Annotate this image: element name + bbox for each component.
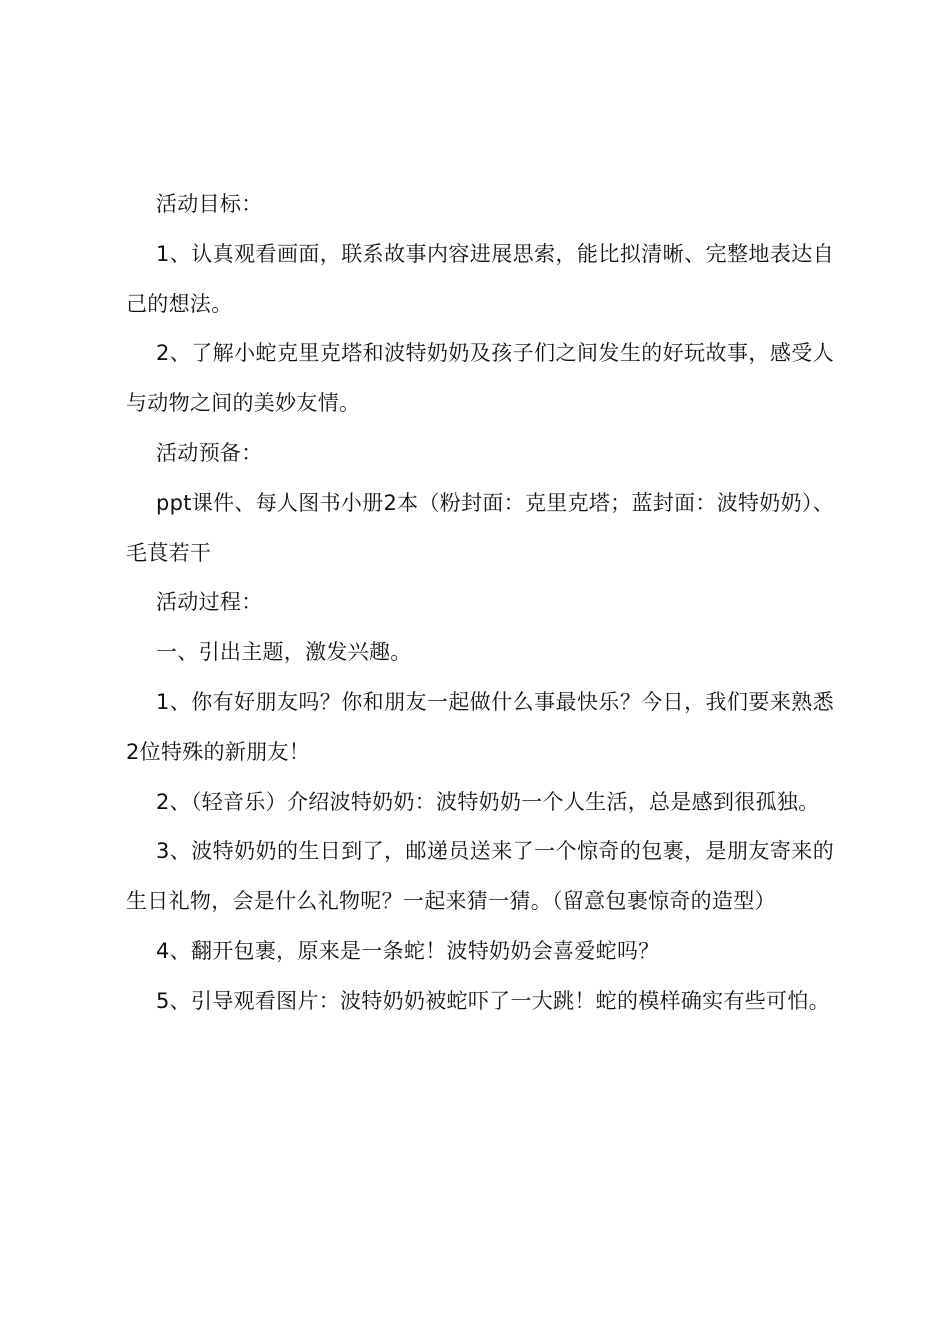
document-body (126, 180, 834, 1027)
section-heading-goals: 活动目标： (156, 192, 263, 216)
process-item-1: 1、你有好朋友吗？你和朋友一起做什么事最快乐？今日，我们要来熟悉2位特殊的新朋友！ (126, 689, 834, 764)
process-item-3: 3、波特奶奶的生日到了，邮递员送来了一个惊奇的包裹，是朋友寄来的生日礼物，会是什么礼物呢？一起来猜一猜。（留意包裹惊奇的造型） (126, 839, 834, 914)
section-heading-preparation: 活动预备： (156, 440, 263, 465)
process-step-heading: 一、引出主题，激发兴趣。 (156, 640, 412, 665)
goal-item-2: 2、了解小蛇克里克塔和波特奶奶及孩子们之间发生的好玩故事，感受人与动物之间的美妙友情。 (126, 341, 834, 416)
process-item-2: 2、（轻音乐）介绍波特奶奶：波特奶奶一个人生活，总是感到很孤独。 (156, 789, 820, 814)
goal-item-1: 1、认真观看画面，联系故事内容进展思索，能比拟清晰、完整地表达自己的想法。 (126, 241, 834, 316)
section-heading-process: 活动过程： (156, 590, 263, 615)
process-item-4: 4、翻开包裹，原来是一条蛇！波特奶奶会喜爱蛇吗？ (156, 938, 660, 963)
preparation-materials: ppt课件、每人图书小册2本（粉封面：克里克塔；蓝封面：波特奶奶）、毛茛若干 (126, 490, 834, 565)
process-item-5: 5、引导观看图片：波特奶奶被蛇吓了一大跳！蛇的模样确实有些可怕。 (156, 988, 830, 1013)
